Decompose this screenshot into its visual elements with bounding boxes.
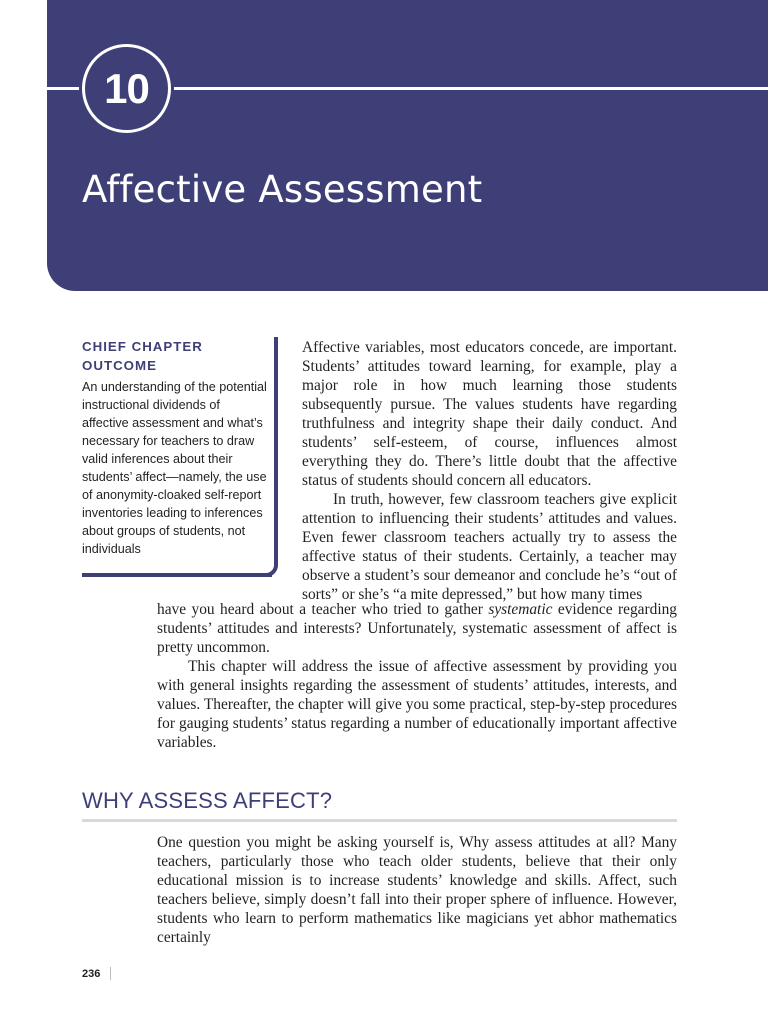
sidebar-heading-line1: CHIEF CHAPTER [82, 339, 203, 354]
body-paragraph-2-wide [157, 600, 677, 657]
p2-text-after: evidence regarding students’ attitudes and interests? Unfortunately, systematic assessment of affect is pretty uncommon. [157, 601, 677, 656]
sidebar-text: An understanding of the potential instructional dividends of affective assessment and what’s necessary for teachers to draw valid inferences about their students’ affect—namely, the use of anonymity-cloaked self-report inventories leading to inferences about groups of students, not individuals [82, 380, 267, 556]
sidebar-bottom-rule [82, 573, 272, 577]
chapter-number-badge [82, 44, 171, 133]
section-heading: WHY ASSESS AFFECT? [82, 788, 333, 813]
sidebar-heading-line2: OUTCOME [82, 358, 157, 373]
p2-text-before: have you heard about a teacher who tried to gather [157, 601, 489, 618]
sidebar-frame [264, 337, 278, 577]
body-paragraph-3: This chapter will address the issue of affective assessment by providing you with general insights regarding the assessment of students’ attitudes, interests, and values. Thereafter, the chapter will give you some practical, step-by-step procedures for gauging students’ status regarding a number of educationally important affective variables. [157, 658, 677, 751]
p2-emphasis: systematic [488, 601, 553, 618]
chapter-banner [47, 0, 768, 291]
sidebar-heading [82, 337, 262, 375]
body-paragraph-2-narrow: In truth, however, few classroom teachers give explicit attention to influencing their students’ attitudes and values. Even fewer classroom teachers actually try to assess the affective status of their students. Certainly, a teacher may observe a student’s sour demeanor and conclude he’s “out of sorts” or she’s “a mite depressed,” but how many times [302, 491, 677, 603]
page-number: 236 [82, 968, 101, 980]
chapter-number: 10 [104, 64, 149, 112]
section-paragraph-1: One question you might be asking yourself is, Why assess attitudes at all? Many teachers, particularly those who teach older students, believe that their only educational mission is to increase students’ knowledge and skills. Affect, such teachers believe, simply doesn’t fall into their proper sphere of influence. However, students who learn to perform mathematics like magicians yet abhor mathematics certainly [157, 834, 677, 946]
body-narrow-column [302, 338, 677, 604]
body-wide-column [157, 600, 677, 752]
section-rule [82, 819, 677, 822]
section-body [157, 833, 677, 947]
chief-outcome-sidebar [82, 337, 278, 577]
page-number-divider [110, 967, 111, 980]
chapter-title: Affective Assessment [82, 168, 483, 211]
body-paragraph-1: Affective variables, most educators concede, are important. Students’ attitudes toward learning, for example, play a major role in how much learning those students subsequently pursue. The values students have regarding truthfulness and integrity shape their daily conduct. And students’ self-esteem, of course, influences almost everything they do. There’s little doubt that the affective status of students should concern all educators. [302, 339, 677, 489]
